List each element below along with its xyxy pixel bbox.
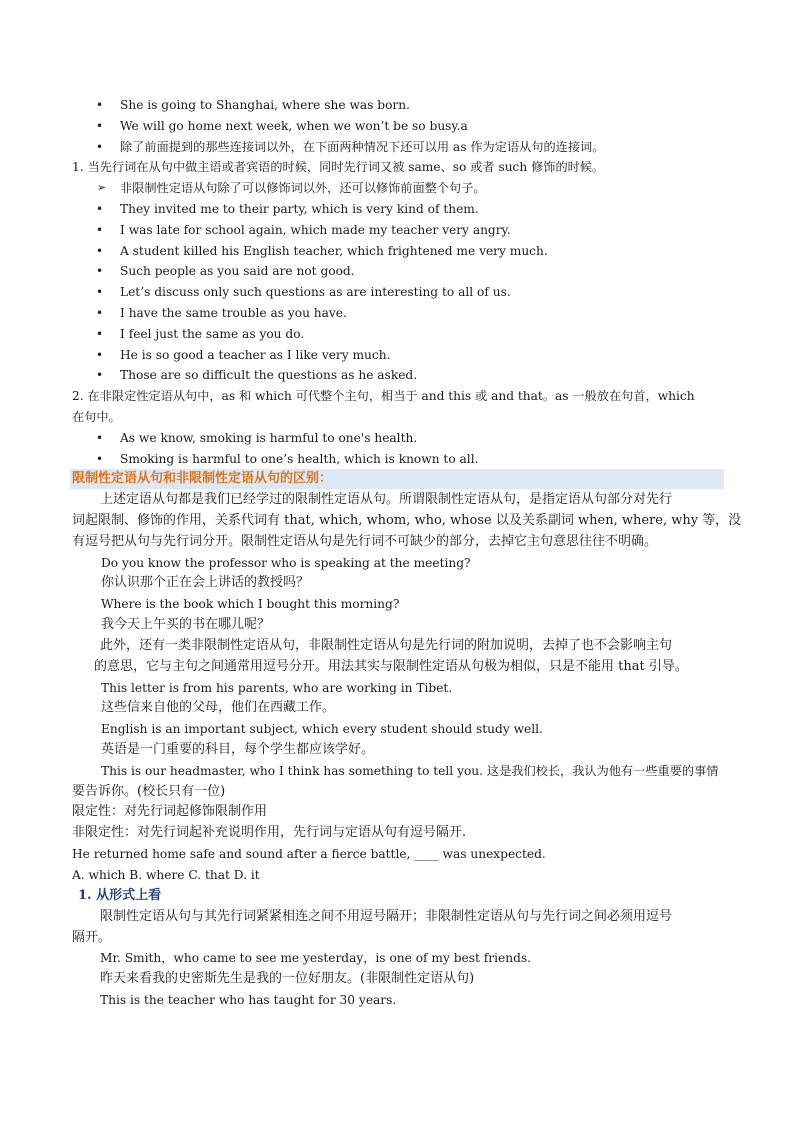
bullet-icon: •	[96, 119, 104, 133]
translation-line: 英语是一门重要的科目，每个学生都应该学好。	[101, 742, 375, 757]
paragraph-line: 上述定语从句都是我们已经学过的限制性定语从句。所谓限制性定语从句，是指定语从句部分对先行	[100, 492, 673, 507]
bullet-icon: •	[96, 223, 104, 237]
translation-line: 这些信来自他的父母，他们在西藏工作。	[101, 700, 336, 715]
note-line: 非限制性定语从句除了可以修饰词以外，还可以修饰前面整个句子。	[120, 181, 486, 195]
bullet-icon: •	[96, 264, 104, 278]
example-line: Smoking is harmful to one’s health, which is known to all.	[120, 452, 479, 466]
example-line: I was late for school again, which made my teacher very angry.	[120, 223, 511, 237]
paragraph-line: 此外，还有一类非限制性定语从句，非限制性定语从句是先行词的附加说明，去掉了也不会影响主句	[100, 638, 673, 653]
example-line: This letter is from his parents, who are working in Tibet.	[101, 681, 453, 695]
translation-line: 我今天上午买的书在哪儿呢？	[101, 617, 271, 632]
example-line: I have the same trouble as you have.	[120, 306, 347, 320]
example-line-cont: 要告诉你。(校长只有一位)	[72, 784, 226, 799]
arrow-bullet-icon: ➢	[97, 181, 107, 194]
example-line: Let’s discuss only such questions as are interesting to all of us.	[120, 285, 511, 299]
example-line: We will go home next week, when we won’t be so busy.a	[120, 119, 468, 133]
example-line: I feel just the same as you do.	[120, 327, 305, 341]
bullet-icon: •	[96, 452, 104, 466]
bullet-icon: •	[96, 431, 104, 445]
definition-line: 非限定性：对先行词起补充说明作用，先行词与定语从句有逗号隔开.	[72, 825, 467, 840]
exercise-question: He returned home safe and sound after a fierce battle, ____ was unexpected.	[72, 847, 546, 861]
section-heading: 限制性定语从句和非限制性定语从句的区别：	[72, 471, 333, 486]
example-line: Do you know the professor who is speaking at the meeting?	[101, 556, 471, 570]
example-line: He is so good a teacher as I like very much.	[120, 348, 391, 362]
bullet-icon: •	[96, 98, 104, 112]
rule-1-line: 1. 当先行词在从句中做主语或者宾语的时候，同时先行词又被 same、so 或者 such 修饰的时候。	[72, 160, 605, 174]
sub-heading: 1. 从形式上看	[78, 888, 162, 903]
bullet-icon: •	[96, 348, 104, 362]
bullet-icon: •	[96, 327, 104, 341]
definition-line: 限定性：对先行词起修饰限制作用	[72, 804, 268, 819]
example-line: This is the teacher who has taught for 30 years.	[100, 993, 397, 1007]
paragraph-line: 隔开。	[72, 930, 112, 945]
example-line: This is our headmaster, who I think has something to tell you. 这是我们校长，我认为他有一些重要的事情	[101, 764, 719, 778]
translation-line: 你认识那个正在会上讲话的教授吗？	[101, 575, 310, 590]
example-line: Such people as you said are not good.	[120, 264, 355, 278]
example-line: English is an important subject, which every student should study well.	[101, 722, 543, 736]
rule-2-line-cont: 在句中。	[72, 410, 121, 424]
bullet-icon: •	[96, 306, 104, 320]
bullet-icon: •	[96, 244, 104, 258]
translation-line: 昨天来看我的史密斯先生是我的一位好朋友。(非限制性定语从句)	[100, 971, 475, 986]
bullet-icon: •	[96, 368, 104, 382]
paragraph-line: 限制性定语从句与其先行词紧紧相连之间不用逗号隔开；非限制性定语从句与先行词之间必须用逗号	[100, 909, 673, 924]
paragraph-line: 有逗号把从句与先行词分开。限制性定语从句是先行词不可缺少的部分，去掉它主句意思往往不明确。	[72, 534, 658, 549]
exercise-options: A. which B. where C. that D. it	[72, 868, 260, 882]
example-line: They invited me to their party, which is very kind of them.	[120, 202, 479, 216]
example-line: Those are so difficult the questions as he asked.	[120, 368, 418, 382]
example-line: A student killed his English teacher, which frightened me very much.	[120, 244, 548, 258]
example-line: She is going to Shanghai, where she was born.	[120, 98, 410, 112]
example-line: Mr. Smith，who came to see me yesterday，is one of my best friends.	[100, 951, 532, 965]
paragraph-line: 词起限制、修饰的作用，关系代词有 that, which, whom, who, whose 以及关系副词 when, where, why 等，没	[72, 513, 742, 528]
rule-2-line: 2. 在非限定性定语从句中，as 和 which 可代整个主句，相当于 and this 或 and that。as 一般放在句首，which	[72, 389, 695, 403]
bullet-icon: •	[96, 202, 104, 216]
note-line: 除了前面提到的那些连接词以外，在下面两种情况下还可以用 as 作为定语从句的连接词。	[120, 140, 605, 154]
paragraph-line: 的意思，它与主句之间通常用逗号分开。用法其实与限制性定语从句极为相似，只是不能用 that 引导。	[94, 659, 688, 674]
example-line: As we know, smoking is harmful to one's health.	[120, 431, 418, 445]
example-line: Where is the book which I bought this morning?	[101, 597, 400, 611]
bullet-icon: •	[96, 285, 104, 299]
bullet-icon: •	[96, 140, 104, 154]
